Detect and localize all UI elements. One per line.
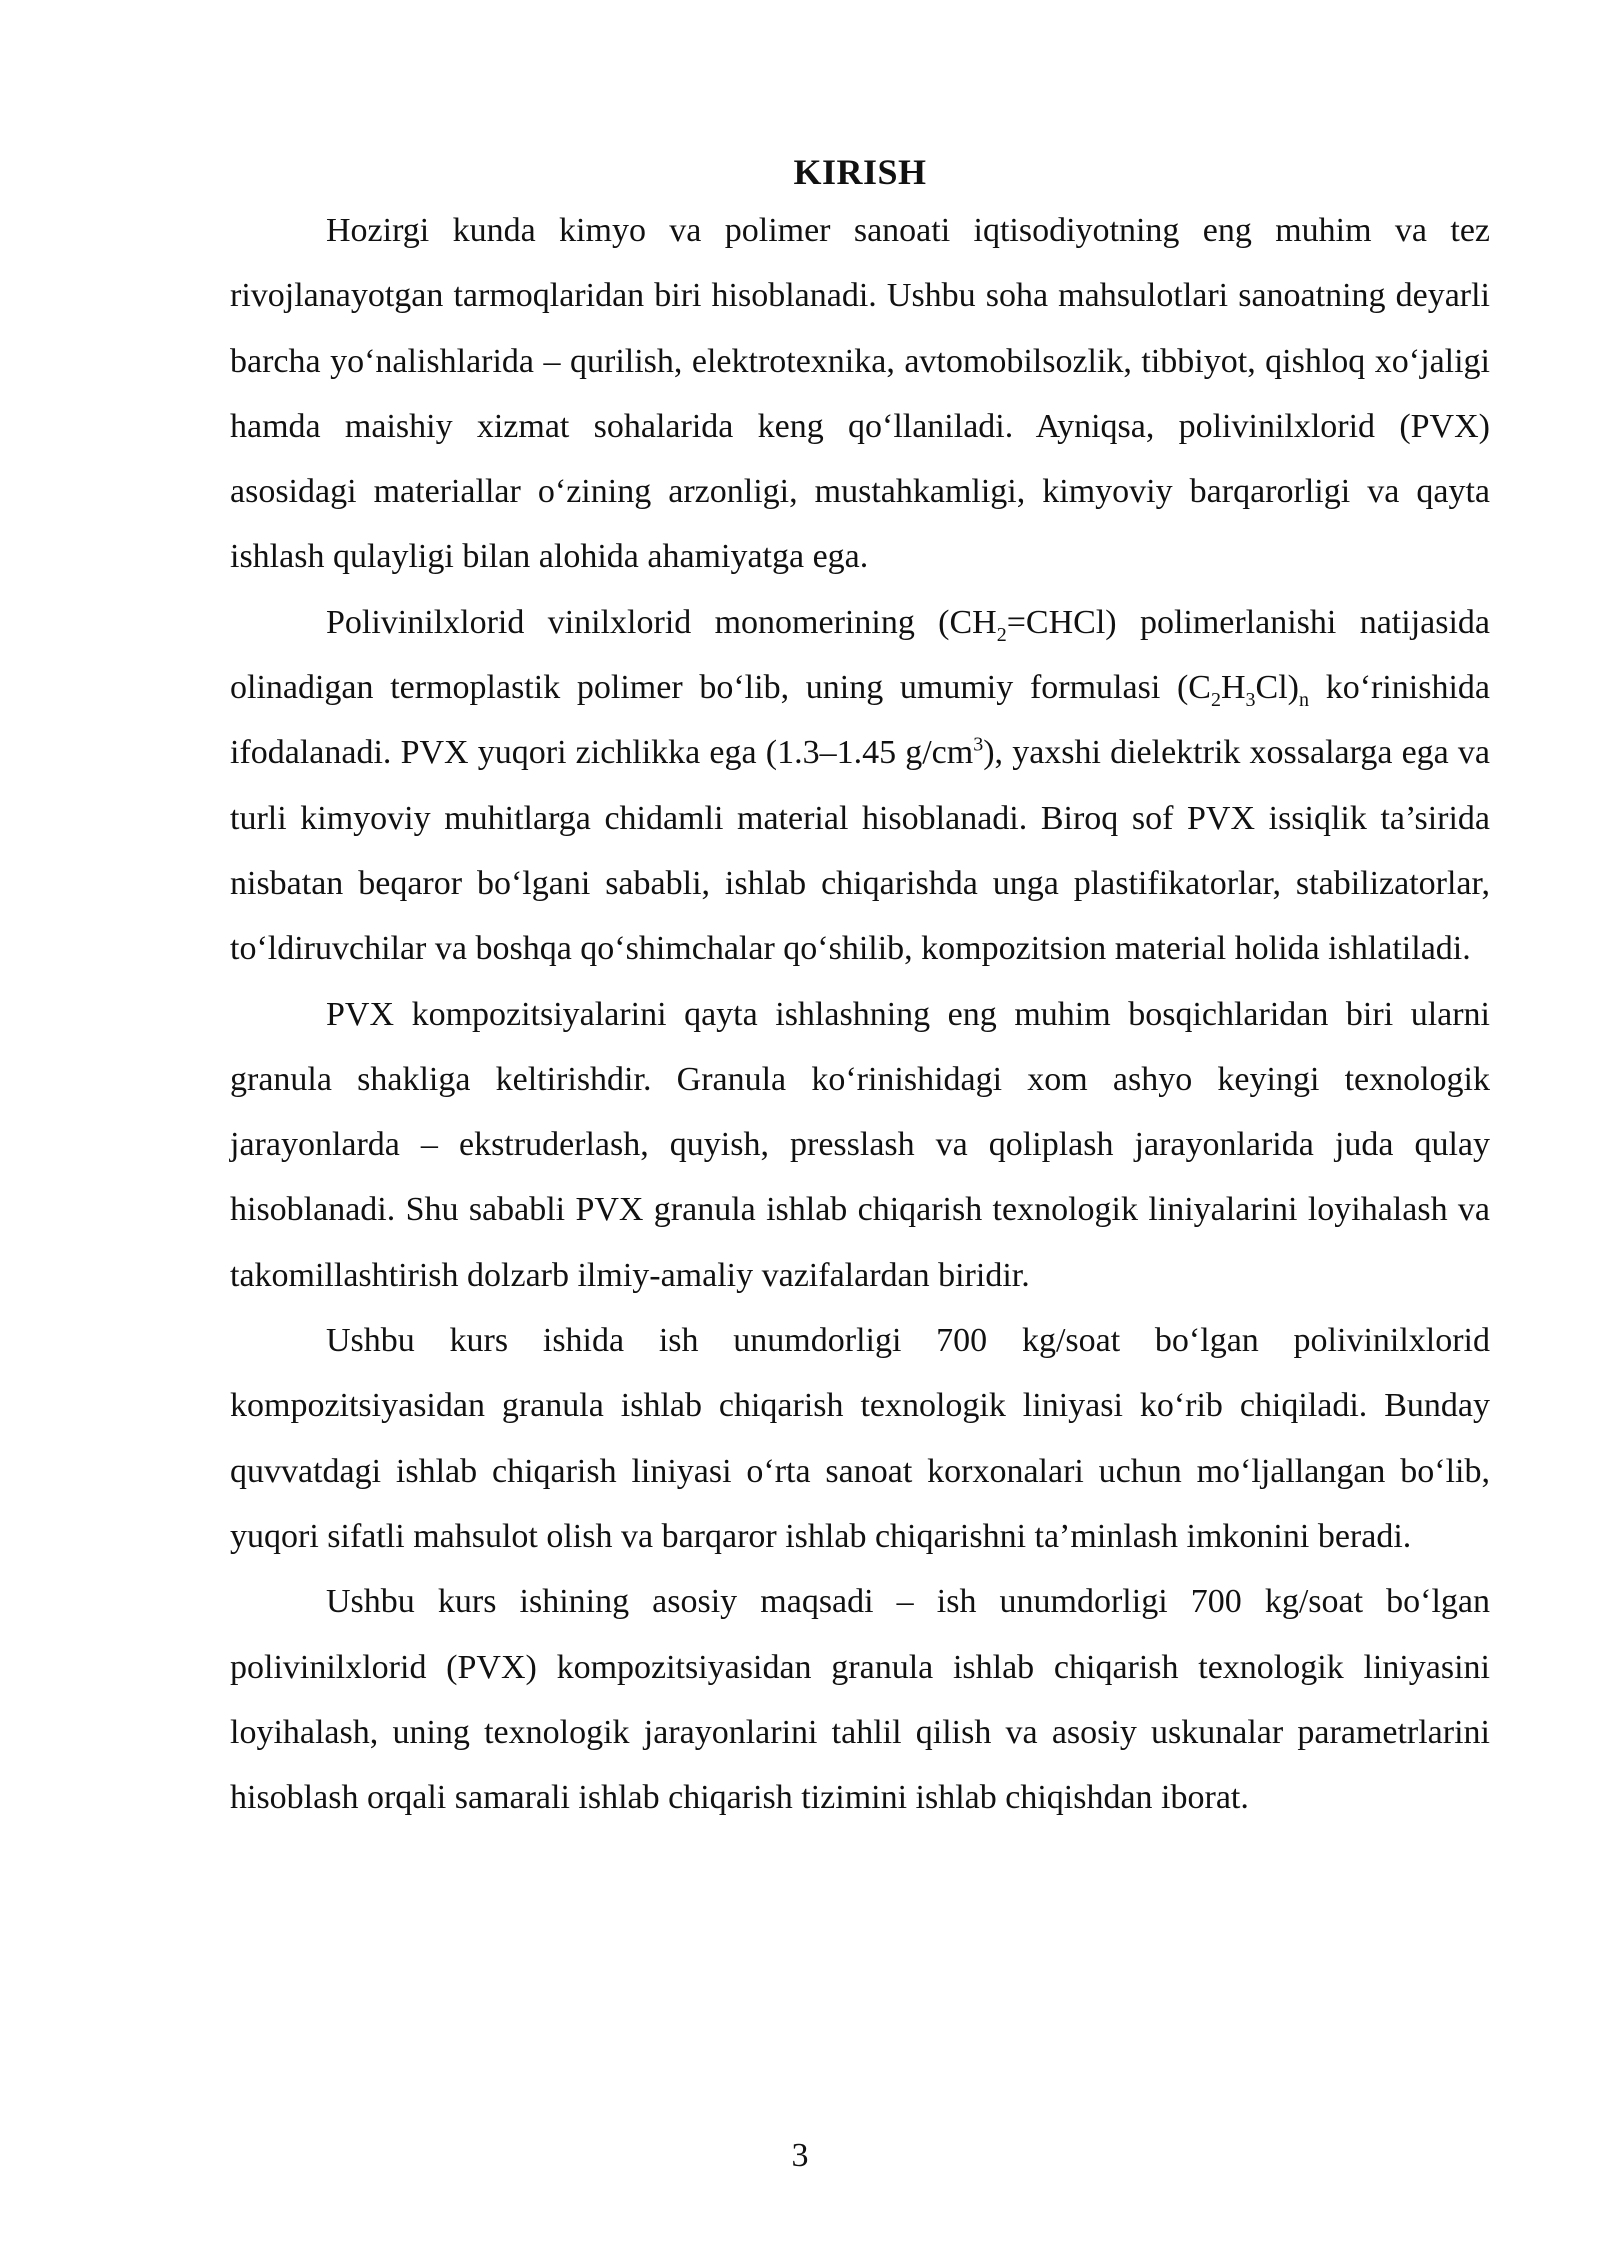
subscript: 3 [1245, 688, 1256, 711]
paragraph-goal [230, 1569, 1490, 1830]
subscript: 2 [1210, 688, 1221, 711]
paragraph-text: PVX kompozitsiyalarini qayta ishlashning eng muhim bosqichlaridan biri ularni granula shakliga keltirishdir. Granula ko‘rinishidagi xom ashyo keyingi texnologik jarayonlarda – ekstruderlash, quyish, presslash va qoliplash jarayonlarida juda qulay hisoblanadi. Shu sababli PVX granula ishlab chiqarish texnologik liniyalarini loyihalash va takomillashtirish dolzarb ilmiy-amaliy vazifalardan biridir. [230, 995, 1490, 1294]
paragraph-text: ko‘rinishida ifodalanadi. PVX yuqori zichlikka ega (1.3–1.45 g/cm [230, 669, 1490, 772]
paragraph-text: Cl) [1255, 669, 1299, 707]
paragraph-text: Ushbu kurs ishining asosiy maqsadi – ish unumdorligi 700 kg/soat bo‘lgan polivinilxlorid (PVX) kompozitsiyasidan granula ishlab chiqarish texnologik liniyasini loyihalash, uning texnologik jarayonlarini tahlil qilish va asosiy uskunalar parametrlarini hisoblash orqali samarali ishlab chiqarish tizimini ishlab chiqishdan iborat. [230, 1583, 1490, 1817]
paragraph-pvx-properties [230, 590, 1490, 982]
page-number: 3 [791, 2137, 809, 2174]
paragraph-text: Polivinilxlorid vinilxlorid monomerining (CH [326, 603, 997, 641]
paragraph-text: Ushbu kurs ishida ish unumdorligi 700 kg/soat bo‘lgan polivinilxlorid kompozitsiyasidan granula ishlab chiqarish texnologik liniyasi ko‘rib chiqiladi. Bunday quvvatdagi ishlab chiqarish liniyasi o‘rta sanoat korxonalari uchun mo‘ljallangan bo‘lib, yuqori sifatli mahsulot olish va barqaror ishlab chiqarishni ta’minlash imkonini beradi. [230, 1322, 1490, 1555]
paragraph-introduction [230, 198, 1490, 590]
paragraph-granulation [230, 982, 1490, 1308]
subscript: 2 [996, 623, 1007, 646]
paragraph-text: ), yaxshi dielektrik xossalarga ega va turli kimyoviy muhitlarga chidamli material hisoblanadi. Biroq sof PVX issiqlik ta’sirida nisbatan beqaror bo‘lgani sababli, ishlab chiqarishda unga plastifikatorlar, stabilizatorlar, to‘ldiruvchilar va boshqa qo‘shimchalar qo‘shilib, kompozitsion material holida ishlatiladi. [230, 734, 1490, 968]
paragraph-production-line [230, 1308, 1490, 1569]
paragraph-text: Hozirgi kunda kimyo va polimer sanoati iqtisodiyotning eng muhim va tez rivojlanayotgan tarmoqlaridan biri hisoblanadi. Ushbu soha mahsulotlari sanoatning deyarli barcha yo‘nalishlarida – qurilish, elektrotexnika, avtomobilsozlik, tibbiyot, qishloq xo‘jaligi hamda maishiy xizmat sohalarida keng qo‘llaniladi. Ayniqsa, polivinilxlorid (PVX) asosidagi materiallar o‘zining arzonligi, mustahkamligi, kimyoviy barqarorligi va qayta ishlash qulayligi bilan alohida ahamiyatga ega. [230, 212, 1490, 576]
paragraph-text: =CHCl) polimerlanishi natijasida olinadigan termoplastik polimer bo‘lib, uning umumiy formulasi (C [230, 603, 1490, 707]
page-content [230, 148, 1490, 1830]
section-title: KIRISH [793, 152, 927, 192]
superscript: 3 [973, 734, 984, 757]
paragraph-text: H [1220, 669, 1246, 707]
subscript: n [1298, 688, 1309, 711]
